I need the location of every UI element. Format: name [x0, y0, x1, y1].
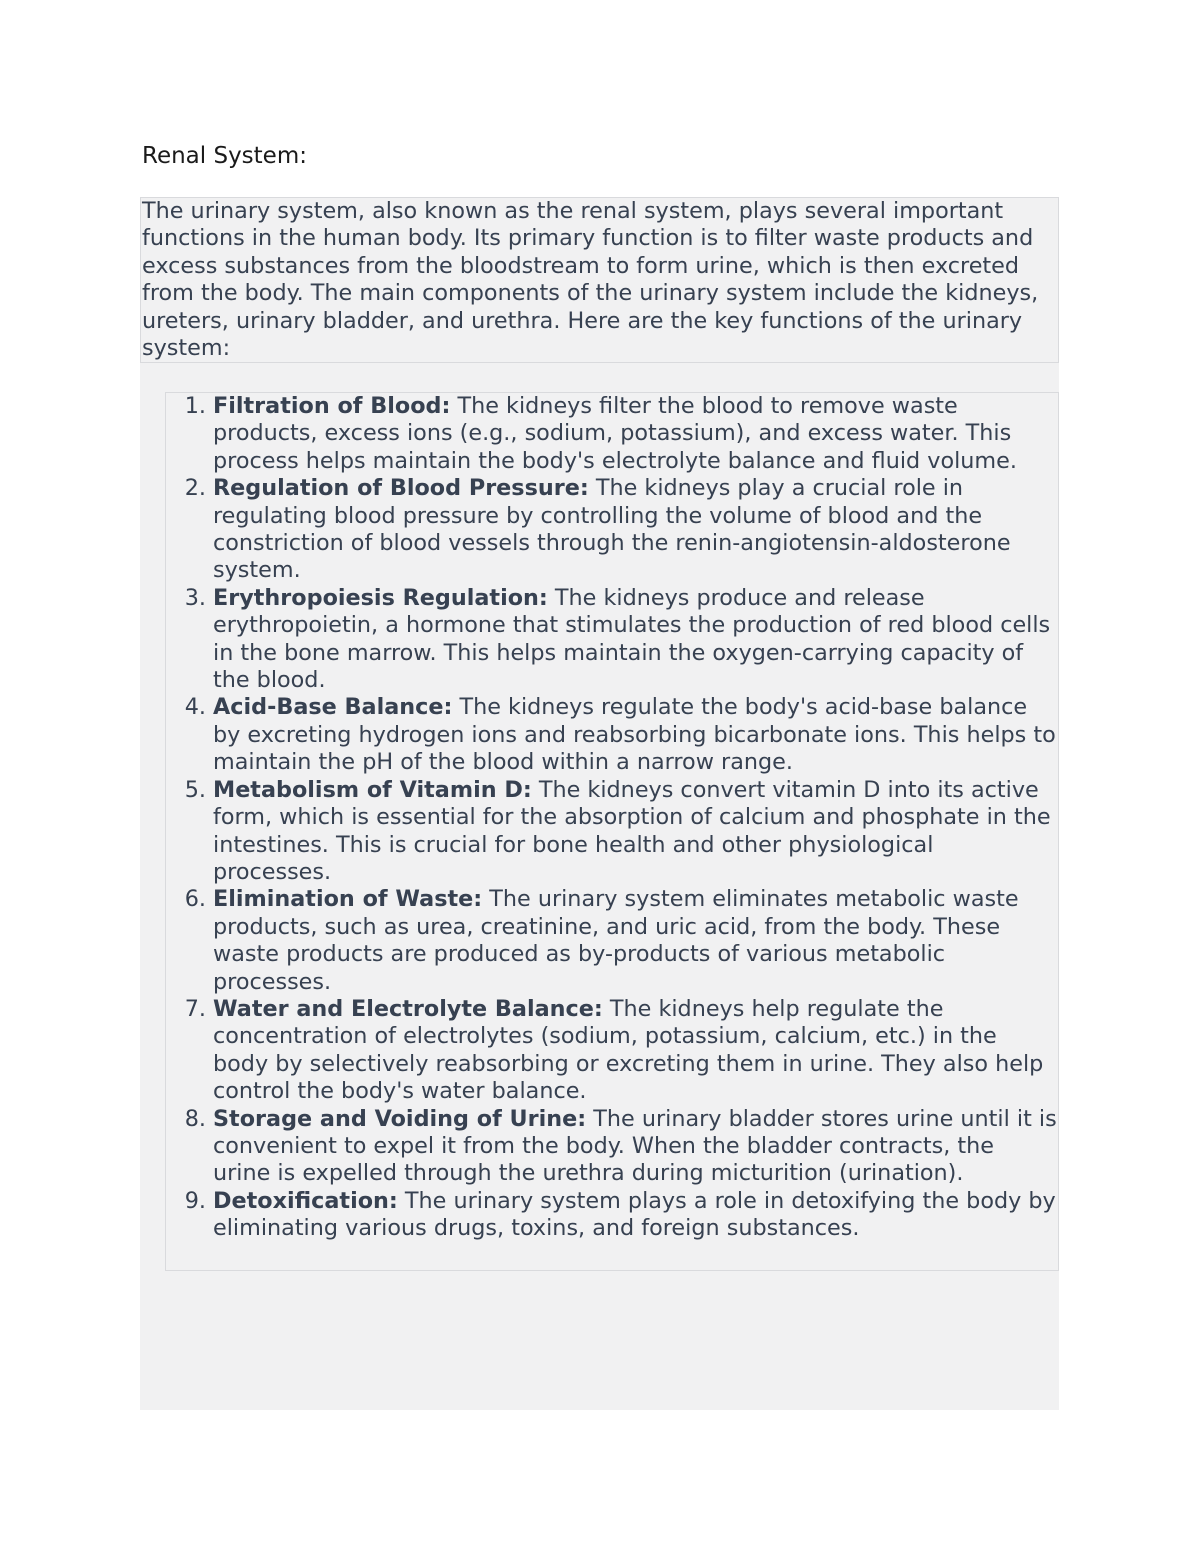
function-title: Elimination of Waste:: [213, 886, 483, 913]
functions-list: [166, 393, 1059, 1243]
function-number: 5.: [184, 776, 206, 803]
function-title: Water and Electrolyte Balance:: [213, 995, 603, 1022]
function-title: Acid-Base Balance:: [213, 694, 453, 721]
function-title: Detoxification:: [213, 1187, 398, 1214]
function-item: [166, 996, 1059, 1106]
function-description: The kidneys regulate the body's acid-base balance by excreting hydrogen ions and reabsorbing bicarbonate ions. This helps to maintain the pH of the blood within a narrow range.: [213, 694, 1056, 776]
function-number: 2.: [184, 475, 206, 502]
function-number: 1.: [184, 393, 206, 419]
function-title: Storage and Voiding of Urine:: [213, 1105, 587, 1132]
function-item: [166, 475, 1059, 585]
function-item: [166, 694, 1059, 776]
function-number: 9.: [184, 1187, 206, 1214]
function-description: The kidneys play a crucial role in regulating blood pressure by controlling the volume of blood and the constriction of blood vessels through the renin-angiotensin-aldosterone system.: [213, 475, 1011, 584]
intro-box: [140, 197, 1059, 363]
function-number: 6.: [184, 886, 206, 913]
function-body: [213, 1106, 1058, 1188]
function-title: Metabolism of Vitamin D:: [213, 776, 532, 803]
function-body: [213, 475, 1058, 585]
function-title: Erythropoiesis Regulation:: [213, 584, 548, 611]
intro-paragraph: The urinary system, also known as the renal system, plays several important functions in the human body. Its primary function is to filter waste products and excess substances from the bloodstream to form urine, which is then excreted from the body. The main components of the urinary system include the kidneys, ureters, urinary bladder, and urethra. Here are the key functions of the urinary system:: [142, 198, 1039, 362]
function-title: Regulation of Blood Pressure:: [213, 475, 589, 502]
function-body: [213, 393, 1058, 475]
function-body: [213, 585, 1058, 695]
function-description: The kidneys help regulate the concentration of electrolytes (sodium, potassium, calcium, etc.) in the body by selectively reabsorbing or excreting them in urine. They also help control the body's water balance.: [213, 995, 1044, 1105]
function-description: The kidneys filter the blood to remove waste products, excess ions (e.g., sodium, potassium), and excess water. This process helps maintain the body's electrolyte balance and fluid volume.: [213, 393, 1017, 474]
function-description: The urinary bladder stores urine until it is convenient to expel it from the body. When the bladder contracts, the urine is expelled through the urethra during micturition (urination).: [213, 1105, 1057, 1187]
function-body: [213, 777, 1058, 887]
function-body: [213, 996, 1058, 1106]
function-body: [213, 1188, 1058, 1243]
function-number: 7.: [184, 995, 206, 1022]
page-title: Renal System:: [142, 143, 307, 169]
function-body: [213, 694, 1058, 776]
function-description: The kidneys produce and release erythropoietin, a hormone that stimulates the production of red blood cells in the bone marrow. This helps maintain the oxygen-carrying capacity of the blood.: [213, 584, 1051, 694]
function-item: [166, 585, 1059, 695]
function-description: The kidneys convert vitamin D into its active form, which is essential for the absorption of calcium and phosphate in the intestines. This is crucial for bone health and other physiological processes.: [213, 776, 1051, 885]
function-title: Filtration of Blood:: [213, 393, 451, 419]
function-number: 4.: [184, 694, 206, 721]
function-item: [166, 886, 1059, 996]
function-item: [166, 393, 1059, 475]
function-description: The urinary system plays a role in detoxifying the body by eliminating various drugs, toxins, and foreign substances.: [213, 1187, 1056, 1242]
function-number: 8.: [184, 1105, 206, 1132]
function-item: [166, 1188, 1059, 1243]
function-description: The urinary system eliminates metabolic waste products, such as urea, creatinine, and uric acid, from the body. These waste products are produced as by-products of various metabolic processes.: [213, 886, 1019, 995]
function-body: [213, 886, 1058, 996]
function-number: 3.: [184, 584, 206, 611]
function-item: [166, 1106, 1059, 1188]
function-item: [166, 777, 1059, 887]
functions-box: [165, 392, 1059, 1271]
